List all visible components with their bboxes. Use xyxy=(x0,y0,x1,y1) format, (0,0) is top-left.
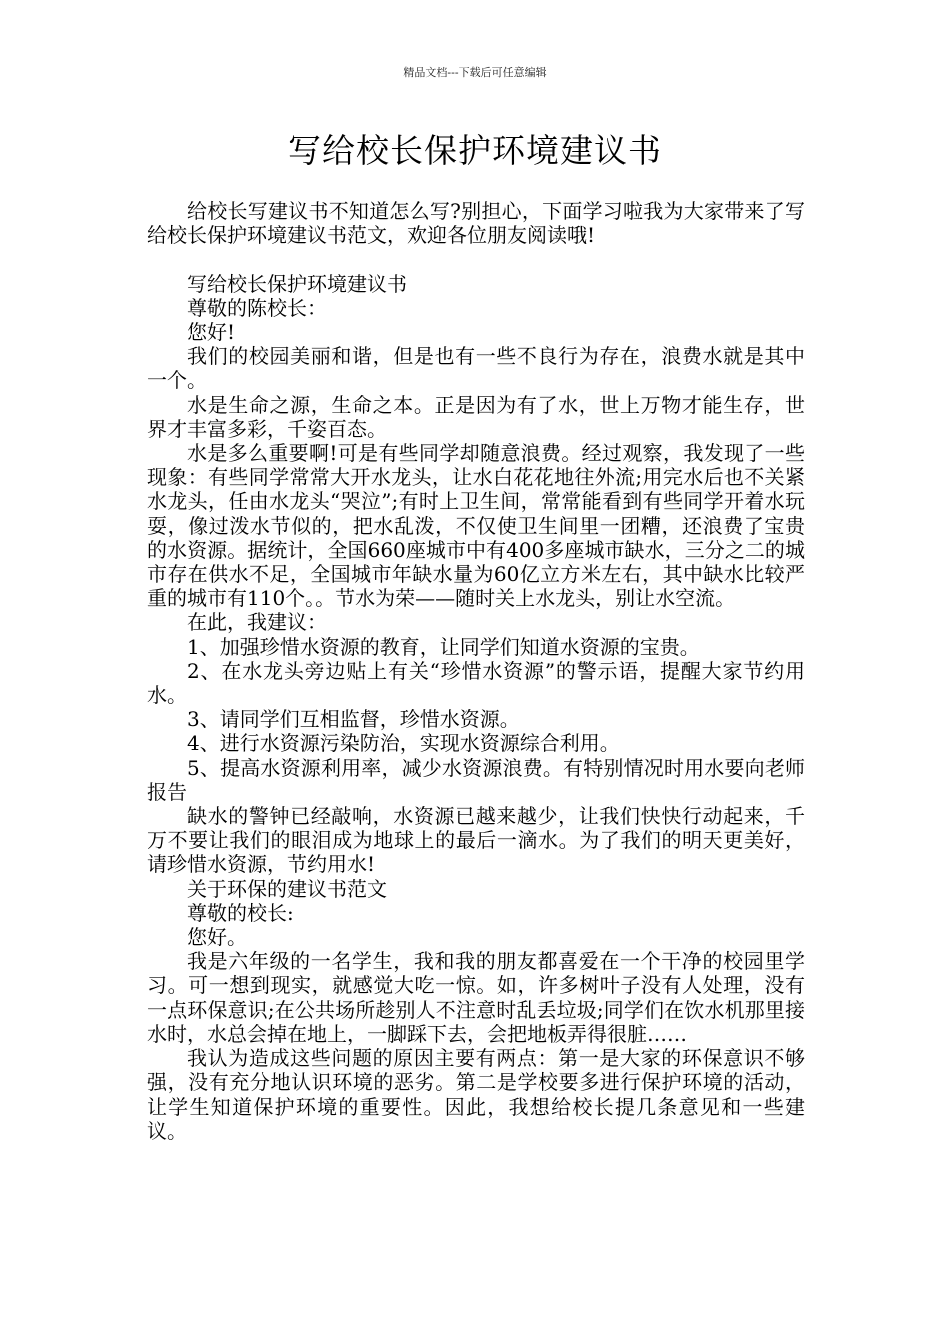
body-paragraph: 我们的校园美丽和谐，但是也有一些不良行为存在，浪费水就是其中一个。 xyxy=(147,344,805,393)
body-paragraph: 水是生命之源，生命之本。正是因为有了水，世上万物才能生存，世界才丰富多彩，千姿百态。 xyxy=(147,392,805,441)
suggestion-item: 5、提高水资源利用率，减少水资源浪费。有特别情况时用水要向老师报告 xyxy=(147,755,805,804)
page-header-note: 精品文档---下载后可任意编辑 xyxy=(403,66,547,79)
closing-paragraph: 缺水的警钟已经敲响，水资源已越来越少，让我们快快行动起来，千万不要让我们的眼泪成为地球上的最后一滴水。为了我们的明天更美好，请珍惜水资源，节约用水! xyxy=(147,804,805,877)
section-title: 关于环保的建议书范文 xyxy=(187,876,387,901)
intro-paragraph: 给校长写建议书不知道怎么写?别担心，下面学习啦我为大家带来了写给校长保护环境建议书范文，欢迎各位朋友阅读哦! xyxy=(147,199,805,248)
body-paragraph: 我认为造成这些问题的原因主要有两点：第一是大家的环保意识不够强，没有充分地认识环境的恶劣。第二是学校要多进行保护环境的活动，让学生知道保护环境的重要性。因此，我想给校长提几条意见和一些建议。 xyxy=(147,1046,805,1143)
salutation: 尊敬的校长: xyxy=(187,900,294,925)
suggestion-item: 2、在水龙头旁边贴上有关“珍惜水资源”的警示语，提醒大家节约用水。 xyxy=(147,658,805,708)
suggestion-item: 3、请同学们互相监督，珍惜水资源。 xyxy=(187,707,520,732)
letter-title: 写给校长保护环境建议书 xyxy=(187,271,407,296)
greeting: 您好。 xyxy=(187,925,247,950)
document-title: 写给校长保护环境建议书 xyxy=(288,131,662,170)
greeting: 您好! xyxy=(187,320,236,344)
suggestion-item: 4、进行水资源污染防治，实现水资源综合利用。 xyxy=(187,731,620,756)
document-body xyxy=(147,199,805,1143)
salutation: 尊敬的陈校长： xyxy=(187,295,327,320)
body-paragraph: 水是多么重要啊!可是有些同学却随意浪费。经过观察，我发现了一些现象：有些同学常常大开水龙头，让水白花花地往外流;用完水后也不关紧水龙头，任由水龙头“哭泣”;有时上卫生间，常常能看到有些同学开着水玩耍，像过泼水节似的，把水乱泼，不仅使卫生间里一团糟，还浪费了宝贵的水资源。据统计，全国660座城市中有400多座城市缺水，三分之二的城市存在供水不足，全国城市年缺水量为60亿立方米左右，其中缺水比较严重的城市有110个。。节水为荣——随时关上水龙头，别让水空流。 xyxy=(147,441,805,611)
suggestion-intro: 在此，我建议： xyxy=(187,610,327,635)
suggestion-item: 1、加强珍惜水资源的教育，让同学们知道水资源的宝贵。 xyxy=(187,634,700,659)
body-paragraph: 我是六年级的一名学生，我和我的朋友都喜爱在一个干净的校园里学习。可一想到现实，就感觉大吃一惊。如，许多树叶子没有人处理，没有一点环保意识;在公共场所趁别人不注意时乱丢垃圾;同学们在饮水机那里接水时，水总会掉在地上，一脚踩下去，会把地板弄得很脏…… xyxy=(147,949,805,1046)
